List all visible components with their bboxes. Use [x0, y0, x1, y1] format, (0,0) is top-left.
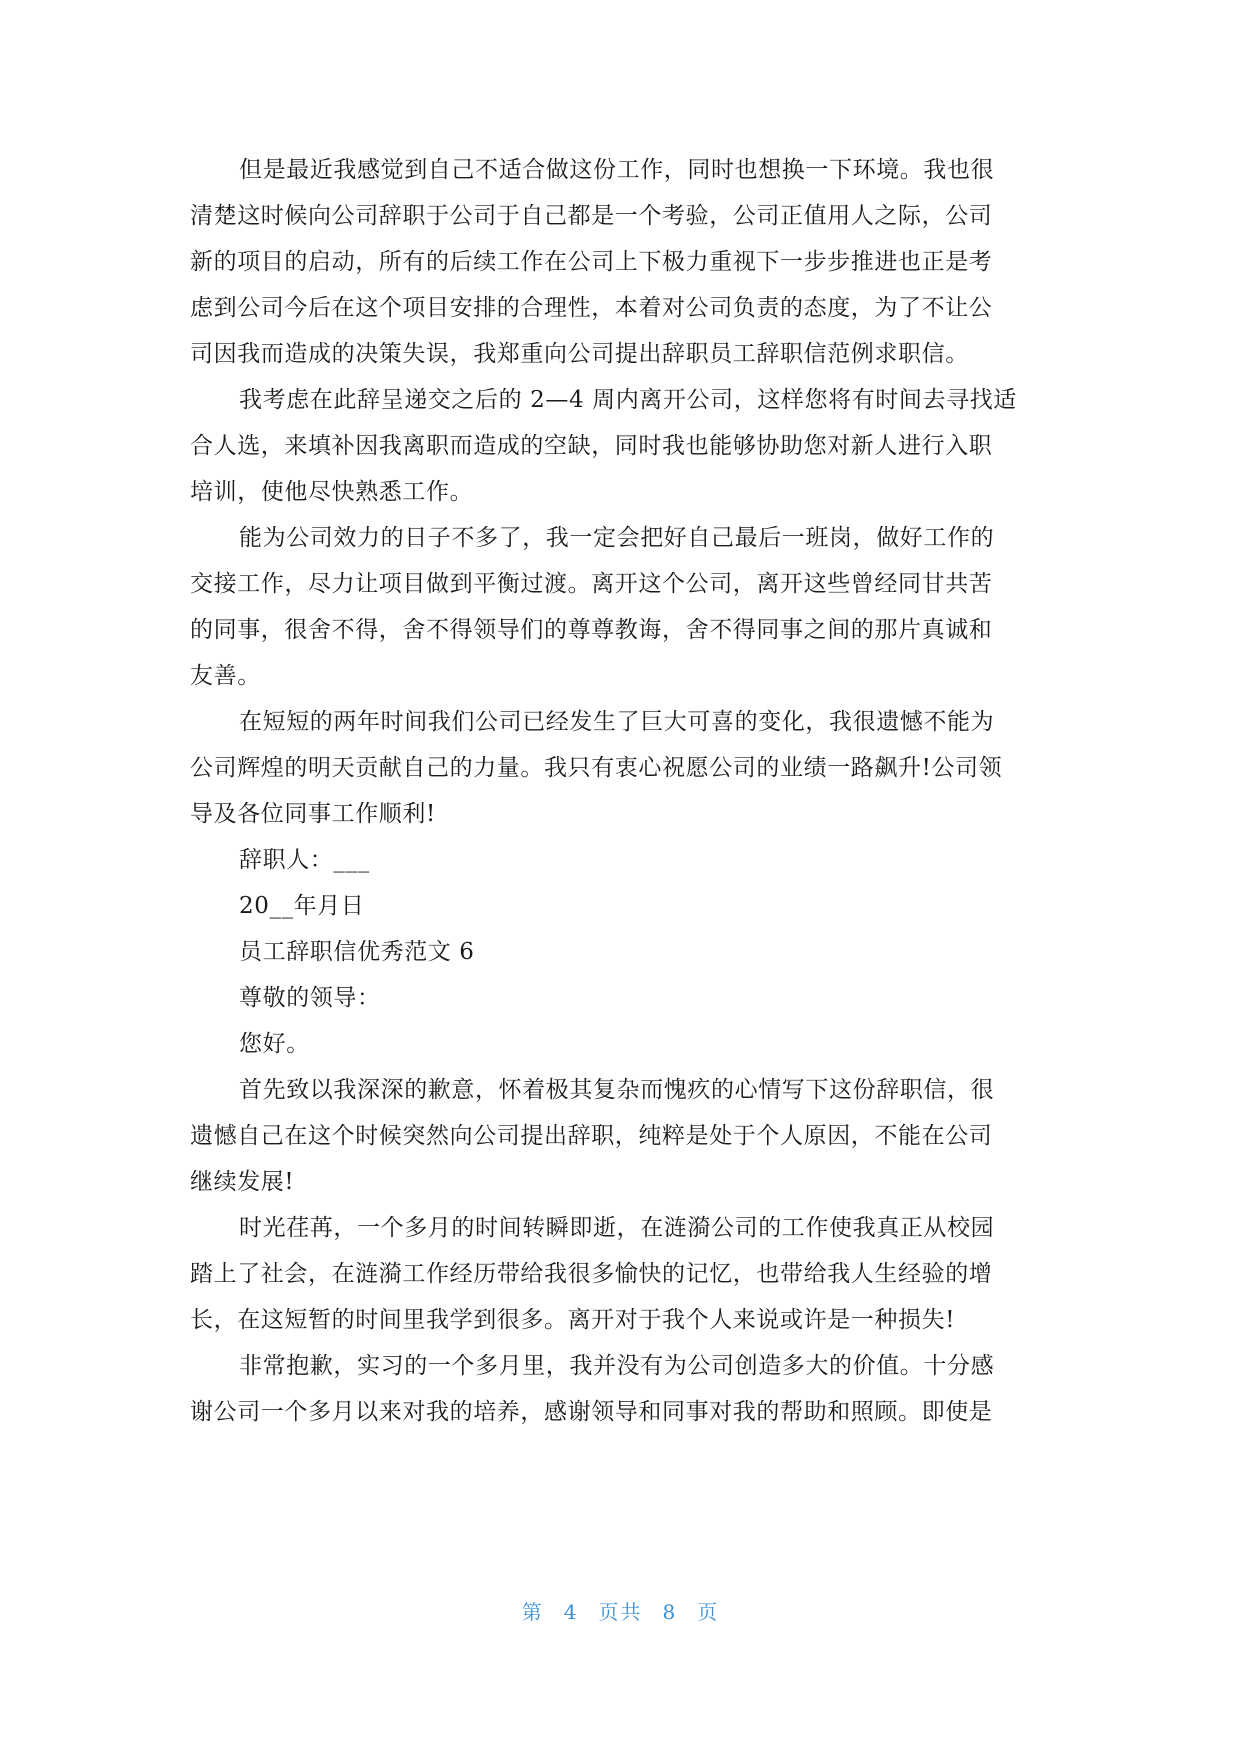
paragraph-line: 长，在这短暂的时间里我学到很多。离开对于我个人来说或许是一种损失! — [190, 1307, 956, 1333]
paragraph-line: 在短短的两年时间我们公司已经发生了巨大可喜的变化，我很遗憾不能为 — [239, 709, 995, 735]
paragraph-line: 导及各位同事工作顺利! — [190, 801, 436, 827]
paragraph-line: 遗憾自己在这个时候突然向公司提出辞职，纯粹是处于个人原因，不能在公司 — [190, 1123, 993, 1149]
paragraph-line: 时光荏苒，一个多月的时间转瞬即逝，在涟漪公司的工作使我真正从校园 — [239, 1215, 995, 1241]
paragraph-line: 友善。 — [190, 663, 261, 689]
greeting: 您好。 — [239, 1031, 310, 1057]
footer-prefix: 第 — [521, 1600, 544, 1624]
signature-line: 辞职人：___ — [239, 847, 370, 873]
paragraph-line: 培训，使他尽快熟悉工作。 — [190, 479, 474, 505]
footer-suffix: 页 — [697, 1600, 720, 1624]
paragraph-line: 继续发展! — [190, 1169, 295, 1195]
current-page-number: 4 — [563, 1600, 579, 1624]
paragraph-line: 公司辉煌的明天贡献自己的力量。我只有衷心祝愿公司的业绩一路飙升!公司领 — [190, 755, 1003, 781]
date-line: 20__年月日 — [239, 893, 365, 919]
footer-middle: 页共 — [598, 1600, 643, 1624]
paragraph-line: 交接工作，尽力让项目做到平衡过渡。离开这个公司，离开这些曾经同甘共苦 — [190, 571, 993, 597]
salutation: 尊敬的领导： — [239, 985, 381, 1011]
paragraph-line: 谢公司一个多月以来对我的培养，感谢领导和同事对我的帮助和照顾。即使是 — [190, 1399, 993, 1425]
paragraph-line: 新的项目的启动，所有的后续工作在公司上下极力重视下一步步推进也正是考 — [190, 249, 993, 275]
paragraph-line: 清楚这时候向公司辞职于公司于自己都是一个考验，公司正值用人之际，公司 — [190, 203, 993, 229]
paragraph-line: 踏上了社会，在涟漪工作经历带给我很多愉快的记忆，也带给我人生经验的增 — [190, 1261, 993, 1287]
paragraph-line: 非常抱歉，实习的一个多月里，我并没有为公司创造多大的价值。十分感 — [239, 1353, 995, 1379]
paragraph-line: 首先致以我深深的歉意，怀着极其复杂而愧疚的心情写下这份辞职信，很 — [239, 1077, 995, 1103]
paragraph-line: 但是最近我感觉到自己不适合做这份工作，同时也想换一下环境。我也很 — [239, 157, 995, 183]
section-title: 员工辞职信优秀范文 6 — [239, 939, 475, 965]
paragraph-line: 虑到公司今后在这个项目安排的合理性，本着对公司负责的态度，为了不让公 — [190, 295, 993, 321]
page-footer — [0, 1598, 1241, 1626]
paragraph-line: 的同事，很舍不得，舍不得领导们的尊尊教诲，舍不得同事之间的那片真诚和 — [190, 617, 993, 643]
paragraph-line: 我考虑在此辞呈递交之后的 2—4 周内离开公司，这样您将有时间去寻找适 — [239, 387, 1017, 413]
paragraph-line: 合人选，来填补因我离职而造成的空缺，同时我也能够协助您对新人进行入职 — [190, 433, 993, 459]
paragraph-line: 能为公司效力的日子不多了，我一定会把好自己最后一班岗，做好工作的 — [239, 525, 995, 551]
total-pages-number: 8 — [662, 1600, 678, 1624]
paragraph-line: 司因我而造成的决策失误，我郑重向公司提出辞职员工辞职信范例求职信。 — [190, 341, 969, 367]
